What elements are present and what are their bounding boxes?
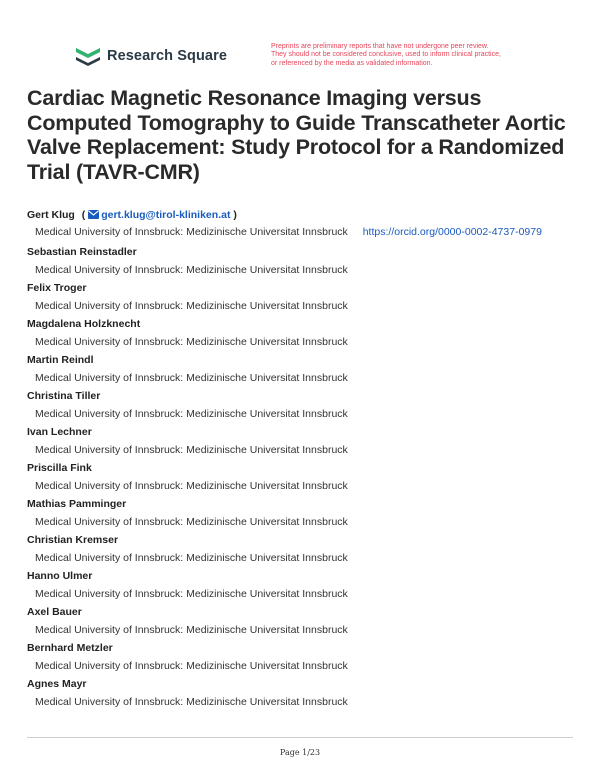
email-address: gert.klug@tirol-kliniken.at	[101, 209, 231, 221]
affiliation-text: Medical University of Innsbruck: Medizinische Universitat Innsbruck	[35, 226, 348, 238]
notice-line: or referenced by the media as validated information.	[271, 59, 433, 67]
author-entry	[27, 603, 582, 639]
affiliation: Medical University of Innsbruck: Medizinische Universitat Innsbruck	[35, 552, 348, 564]
affiliation: Medical University of Innsbruck: Medizinische Universitat Innsbruck	[35, 444, 348, 456]
page-number: Page 1/23	[279, 748, 321, 757]
author-name: Mathias Pamminger	[27, 498, 127, 510]
author-name: Martin Reindl	[27, 354, 94, 366]
author-entry	[27, 567, 582, 603]
notice-line: They should not be considered conclusive, used to inform clinical practice,	[271, 51, 501, 59]
affiliation: Medical University of Innsbruck: Medizinische Universitat Innsbruck	[35, 624, 348, 636]
author-list	[27, 206, 582, 711]
affiliation: Medical University of Innsbruck: Medizinische Universitat Innsbruck	[35, 264, 348, 276]
author-entry	[27, 279, 582, 315]
affiliation: Medical University of Innsbruck: Medizinische Universitat Innsbruck	[35, 660, 348, 672]
author-entry	[27, 639, 582, 675]
author-entry	[27, 459, 582, 495]
close-paren: )	[233, 209, 237, 221]
email-link[interactable]	[88, 209, 233, 221]
corresponding-author	[27, 206, 582, 243]
affiliation: Medical University of Innsbruck: Medizinische Universitat Innsbruck	[35, 696, 348, 708]
affiliation: Medical University of Innsbruck: Medizinische Universitat Innsbruck	[35, 408, 348, 420]
affiliation: Medical University of Innsbruck: Medizinische Universitat Innsbruck	[35, 516, 348, 528]
author-entry	[27, 675, 582, 711]
author-entry	[27, 531, 582, 567]
author-name: Priscilla Fink	[27, 462, 92, 474]
affiliation: Medical University of Innsbruck: Medizinische Universitat Innsbruck	[35, 480, 348, 492]
affiliation: Medical University of Innsbruck: Medizinische Universitat Innsbruck	[35, 336, 348, 348]
author-entry	[27, 423, 582, 459]
author-entry	[27, 495, 582, 531]
research-square-logo-icon	[75, 46, 101, 66]
open-paren: (	[81, 209, 86, 221]
author-name: Christian Kremser	[27, 534, 119, 546]
research-square-logo[interactable]	[75, 46, 227, 66]
header	[0, 0, 600, 80]
affiliation: Medical University of Innsbruck: Medizinische Universitat Innsbruck	[35, 372, 348, 384]
author-name: Christina Tiller	[27, 390, 101, 402]
author-entry	[27, 315, 582, 351]
affiliation	[27, 224, 582, 243]
author-entry	[27, 387, 582, 423]
author-entry	[27, 351, 582, 387]
notice-line: Preprints are preliminary reports that have not undergone peer review.	[271, 43, 489, 50]
author-name-row	[27, 206, 582, 224]
logo-text: Research Square	[107, 48, 227, 64]
paper-title: Cardiac Magnetic Resonance Imaging versus Computed Tomography to Guide Transcatheter Aortic Valve Replacement: Study Protocol for a Randomized Trial (TAVR-CMR)	[27, 86, 566, 184]
author-name: Axel Bauer	[27, 606, 82, 618]
author-name: Sebastian Reinstadler	[27, 246, 137, 258]
affiliation: Medical University of Innsbruck: Medizinische Universitat Innsbruck	[35, 588, 348, 600]
author-name: Magdalena Holzknecht	[27, 318, 141, 330]
orcid-link[interactable]: https://orcid.org/0000-0002-4737-0979	[362, 226, 542, 238]
affiliation: Medical University of Innsbruck: Medizinische Universitat Innsbruck	[35, 300, 348, 312]
preprint-notice	[271, 43, 541, 68]
author-name: Hanno Ulmer	[27, 570, 93, 582]
author-entry	[27, 243, 582, 279]
author-name: Bernhard Metzler	[27, 642, 113, 654]
envelope-icon	[88, 210, 99, 219]
footer-divider	[27, 737, 573, 738]
author-name: Ivan Lechner	[27, 426, 92, 438]
author-name: Agnes Mayr	[27, 678, 87, 690]
author-name: Gert Klug	[27, 209, 75, 221]
author-name: Felix Troger	[27, 282, 87, 294]
